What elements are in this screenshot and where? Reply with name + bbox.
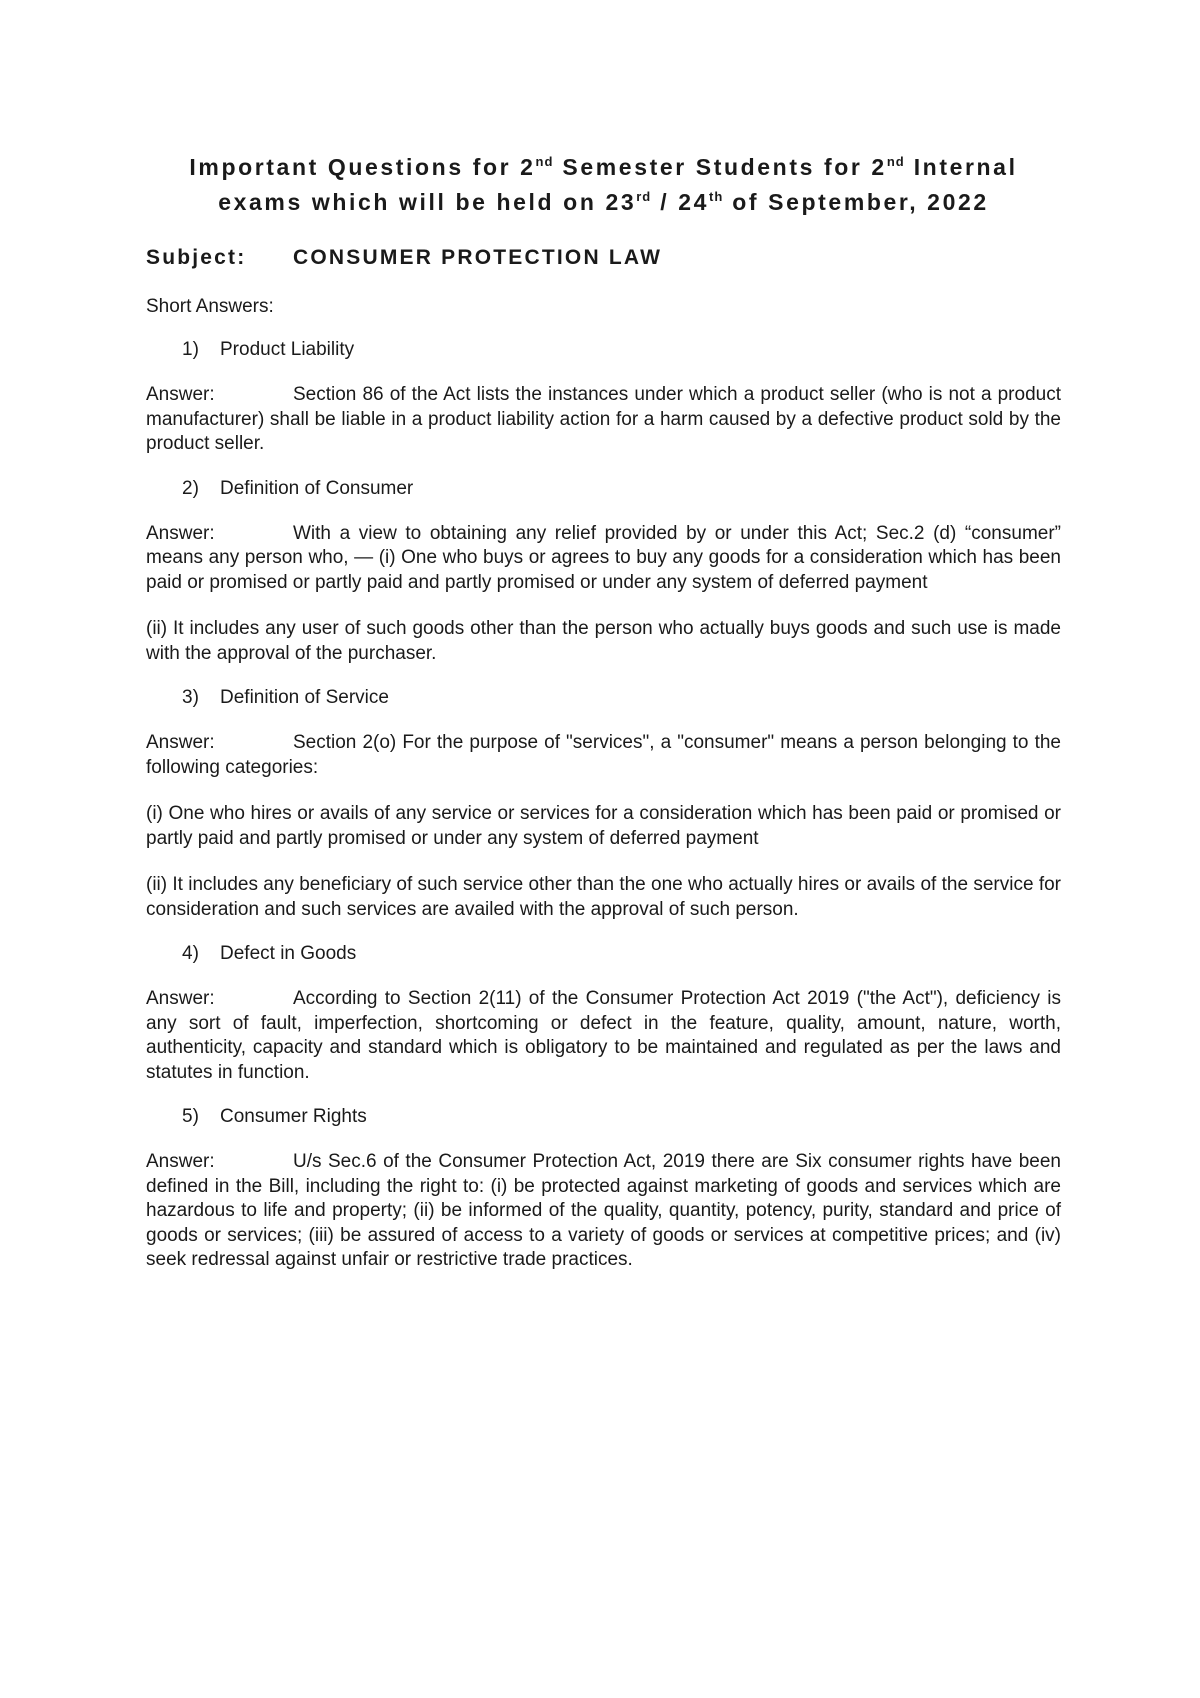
answer-paragraph bbox=[146, 987, 1061, 1085]
answer-label: Answer: bbox=[146, 732, 215, 753]
question-title: Defect in Goods bbox=[220, 943, 357, 964]
question-heading bbox=[146, 339, 1061, 361]
answer-text: Section 2(o) For the purpose of "services", a "consumer" means a person belonging to the following categories: bbox=[146, 732, 1061, 778]
questions-list bbox=[146, 339, 1061, 1273]
answer-text: U/s Sec.6 of the Consumer Protection Act, 2019 there are Six consumer rights have been defined in the Bill, including the right to: (i) be protected against marketing of goods and services which are hazardous to life and property; (ii) be informed of the quality, quantity, potency, purity, standard and price of goods or services; (iii) be assured of access to a variety of goods or services at competitive prices; and (iv) seek redressal against unfair or restrictive trade practices. bbox=[146, 1151, 1061, 1270]
question-number: 2) bbox=[182, 477, 199, 499]
question-heading bbox=[146, 687, 1061, 709]
answer-label: Answer: bbox=[146, 988, 215, 1009]
answer-label: Answer: bbox=[146, 1151, 215, 1172]
subject-heading bbox=[146, 246, 1061, 270]
question-number: 1) bbox=[182, 339, 199, 360]
answer-subparagraph: (ii) It includes any user of such goods other than the person who actually buys goods and such use is made with the approval of the purchaser. bbox=[146, 618, 1061, 664]
title-line-1: Important Questions for 2nd Semester Students for 2nd Internal bbox=[189, 154, 1018, 180]
answer-label: Answer: bbox=[146, 384, 215, 405]
question-heading bbox=[146, 943, 1061, 965]
subject-label: Subject: bbox=[146, 246, 247, 269]
question-heading bbox=[146, 478, 1061, 500]
title-line-2: exams which will be held on 23rd / 24th of September, 2022 bbox=[218, 189, 989, 215]
answer-paragraph bbox=[146, 1150, 1061, 1273]
question-number: 4) bbox=[182, 943, 199, 964]
short-answers-heading: Short Answers: bbox=[146, 296, 274, 317]
document-title bbox=[146, 150, 1061, 220]
answer-text: According to Section 2(11) of the Consumer Protection Act 2019 ("the Act"), deficiency is any sort of fault, imperfection, shortcoming or defect in the feature, quality, amount, nature, worth, authenticity, capacity and standard which is obligatory to be maintained and regulated as per the laws and statutes in function. bbox=[146, 988, 1061, 1083]
question-title: Product Liability bbox=[220, 339, 355, 360]
question-title: Definition of Consumer bbox=[220, 477, 414, 499]
answer-paragraph bbox=[146, 522, 1061, 596]
answer-paragraph bbox=[146, 383, 1061, 457]
document-page bbox=[146, 150, 1061, 1273]
answer-label: Answer: bbox=[146, 522, 215, 544]
answer-paragraph bbox=[146, 731, 1061, 780]
question-number: 3) bbox=[182, 687, 199, 708]
subject-value: CONSUMER PROTECTION LAW bbox=[293, 246, 663, 269]
answer-subparagraph: (ii) It includes any beneficiary of such service other than the one who actually hires or avails of the service for consideration and such services are availed with the approval of such person. bbox=[146, 874, 1061, 920]
question-heading bbox=[146, 1106, 1061, 1128]
answer-text: Section 86 of the Act lists the instances under which a product seller (who is not a product manufacturer) shall be liable in a product liability action for a harm caused by a defective product sold by the product seller. bbox=[146, 384, 1061, 454]
question-number: 5) bbox=[182, 1106, 199, 1127]
question-title: Consumer Rights bbox=[220, 1106, 367, 1127]
answer-subparagraph: (i) One who hires or avails of any service or services for a consideration which has been paid or promised or partly paid and partly promised or under any system of deferred payment bbox=[146, 803, 1061, 849]
answer-text: With a view to obtaining any relief provided by or under this Act; Sec.2 (d) “consumer” means any person who, — (i) One who buys or agrees to buy any goods for a consideration which has been paid or promised or partly paid and partly promised or under any system of deferred payment bbox=[146, 522, 1061, 593]
question-title: Definition of Service bbox=[220, 687, 389, 708]
